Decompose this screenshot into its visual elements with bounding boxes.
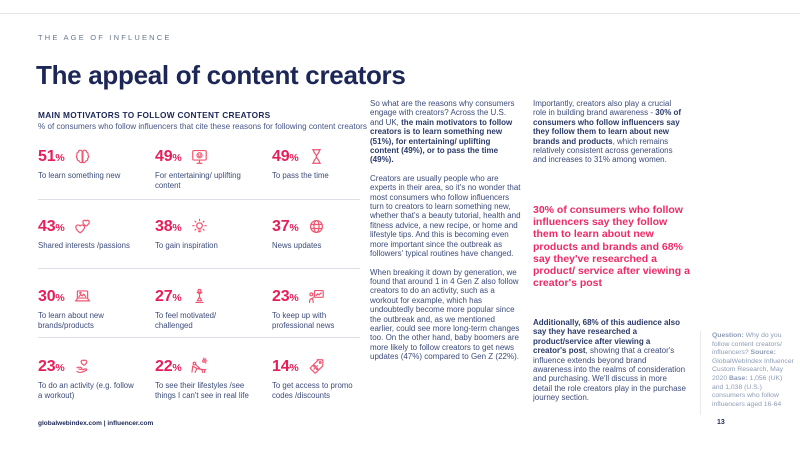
stat-cell: [272, 218, 384, 251]
right-text-column-bottom: [533, 318, 686, 412]
stat-label: To see their lifestyles /see things I can't see in real life: [155, 381, 249, 400]
note-question-label: Question:: [712, 332, 744, 339]
stat-cell: [38, 218, 150, 251]
stat-label: To learn something new: [38, 171, 121, 180]
stat-value: 23%: [272, 288, 299, 305]
hand-heart-icon: [73, 357, 92, 376]
stat-cell: [155, 358, 267, 401]
paragraph: Creators are usually people who are experts in their area, so it's no wonder that most consumers who follow influencers turn to creators to learn something new, whether that's a beauty tutorial, health and fitness advice, a new recipe, or home and lifestyle tips. And this is becoming even more important since the outbreak as followers' typical routines have changed.: [370, 173, 521, 259]
note-base-text: 1,056 (UK) and 1,038 (U.S.) consumers who follow influencers aged 16-64: [712, 374, 783, 408]
globe-icon: [307, 217, 326, 236]
top-rule: [0, 13, 800, 14]
note-source-text: GlobalWebIndex Influencer Custom Research, May 2020: [712, 357, 794, 382]
stat-value: 51%: [38, 148, 65, 165]
report-eyebrow: THE AGE OF INFLUENCE: [38, 33, 172, 42]
stat-label: To feel motivated/ challenged: [155, 311, 217, 330]
stat-value: 37%: [272, 218, 299, 235]
stat-cell: [272, 288, 384, 331]
promo-tag-icon: [307, 357, 326, 376]
paragraph: Importantly, creators also play a crucial role in building brand awareness - 30% of consumers who follow influencers say they follow them to learn about new brands and products, which remains relatively consistent across generations and increases to 31% among women.: [533, 99, 682, 165]
stat-cell: [38, 148, 150, 181]
note-question-text: Why do you follow content creators/ influencers?: [712, 332, 782, 357]
figure-exercise-icon: [190, 287, 209, 306]
pull-quote: 30% of consumers who follow influencers say they follow them to learn about new products and brands and 68% say they've researched a product/ service after viewing a creator's post: [533, 204, 690, 290]
footer-links[interactable]: globalwebindex.com | influencer.com: [38, 420, 154, 427]
stat-label: To learn about new brands/products: [38, 311, 104, 330]
middle-text-column: [370, 99, 521, 371]
paragraph: So what are the reasons why consumers engage with creators? Across the U.S. and UK, the main motivators to follow creators is to learn something new (51%), for entertaining/ uplifting content (49%), or to pass the time (49%).: [370, 99, 515, 165]
lightbulb-icon: [190, 217, 209, 236]
presenter-chart-icon: [307, 287, 326, 306]
stat-value: 43%: [38, 218, 65, 235]
page-title: The appeal of content creators: [36, 60, 406, 90]
stat-cell: [38, 358, 150, 401]
stat-label: To do an activity (e.g. follow a workout): [38, 381, 134, 400]
screen-smile-icon: [190, 147, 209, 166]
page-number: 13: [717, 419, 725, 426]
brain-icon: [73, 147, 92, 166]
stat-cell: [155, 218, 267, 251]
lounge-chair-icon: [190, 357, 209, 376]
stat-cell: [272, 358, 384, 401]
stat-value: 14%: [272, 358, 299, 375]
source-note: [712, 332, 795, 409]
stat-value: 38%: [155, 218, 182, 235]
stat-label: News updates: [272, 241, 322, 250]
stat-label: To gain inspiration: [155, 241, 218, 250]
stat-value: 23%: [38, 358, 65, 375]
stat-cell: [272, 148, 384, 181]
hourglass-icon: [307, 147, 326, 166]
stat-cell: [38, 288, 150, 331]
stat-cell: [155, 288, 267, 331]
stats-grid: [38, 148, 360, 428]
stats-section-subheading: % of consumers who follow influencers that cite these reasons for following content creators: [38, 122, 367, 131]
stat-cell: [155, 148, 267, 191]
laptop-photo-icon: [73, 287, 92, 306]
row-divider: [38, 268, 360, 269]
right-text-column-top: [533, 99, 686, 174]
stat-label: To keep up with professional news: [272, 311, 335, 330]
note-divider: [700, 331, 701, 415]
hearts-icon: [73, 217, 92, 236]
paragraph: When breaking it down by generation, we found that around 1 in 4 Gen Z also follow creators to do an activity, such as a workout for example, which has undoubtedly become more popular since the outbreak and, as we mentioned earlier, could see more long-term changes too. On the other hand, baby boomers are more likely to follow creators to get news updates (47%) compared to Gen Z (22%).: [370, 267, 520, 362]
row-divider: [38, 199, 360, 200]
paragraph: Additionally, 68% of this audience also say they have researched a product/service after viewing a creator's post, showing that a creator's influence extends beyond brand awareness into the realms of consideration and purchasing. We'll discuss in more detail the role creators play in the purchase journey section.: [533, 318, 686, 403]
stat-value: 27%: [155, 288, 182, 305]
stat-value: 49%: [155, 148, 182, 165]
stat-label: To pass the time: [272, 171, 329, 180]
stat-value: 22%: [155, 358, 182, 375]
stats-section-heading: MAIN MOTIVATORS TO FOLLOW CONTENT CREATORS: [38, 110, 271, 120]
stat-value: 30%: [38, 288, 65, 305]
stat-value: 49%: [272, 148, 299, 165]
note-source-label: Source:: [750, 349, 776, 357]
stat-label: For entertaining/ uplifting content: [155, 171, 241, 190]
note-base-label: Base:: [729, 374, 748, 382]
row-divider: [38, 337, 360, 338]
stat-label: Shared interests /passions: [38, 241, 130, 250]
stat-label: To get access to promo codes /discounts: [272, 381, 353, 400]
